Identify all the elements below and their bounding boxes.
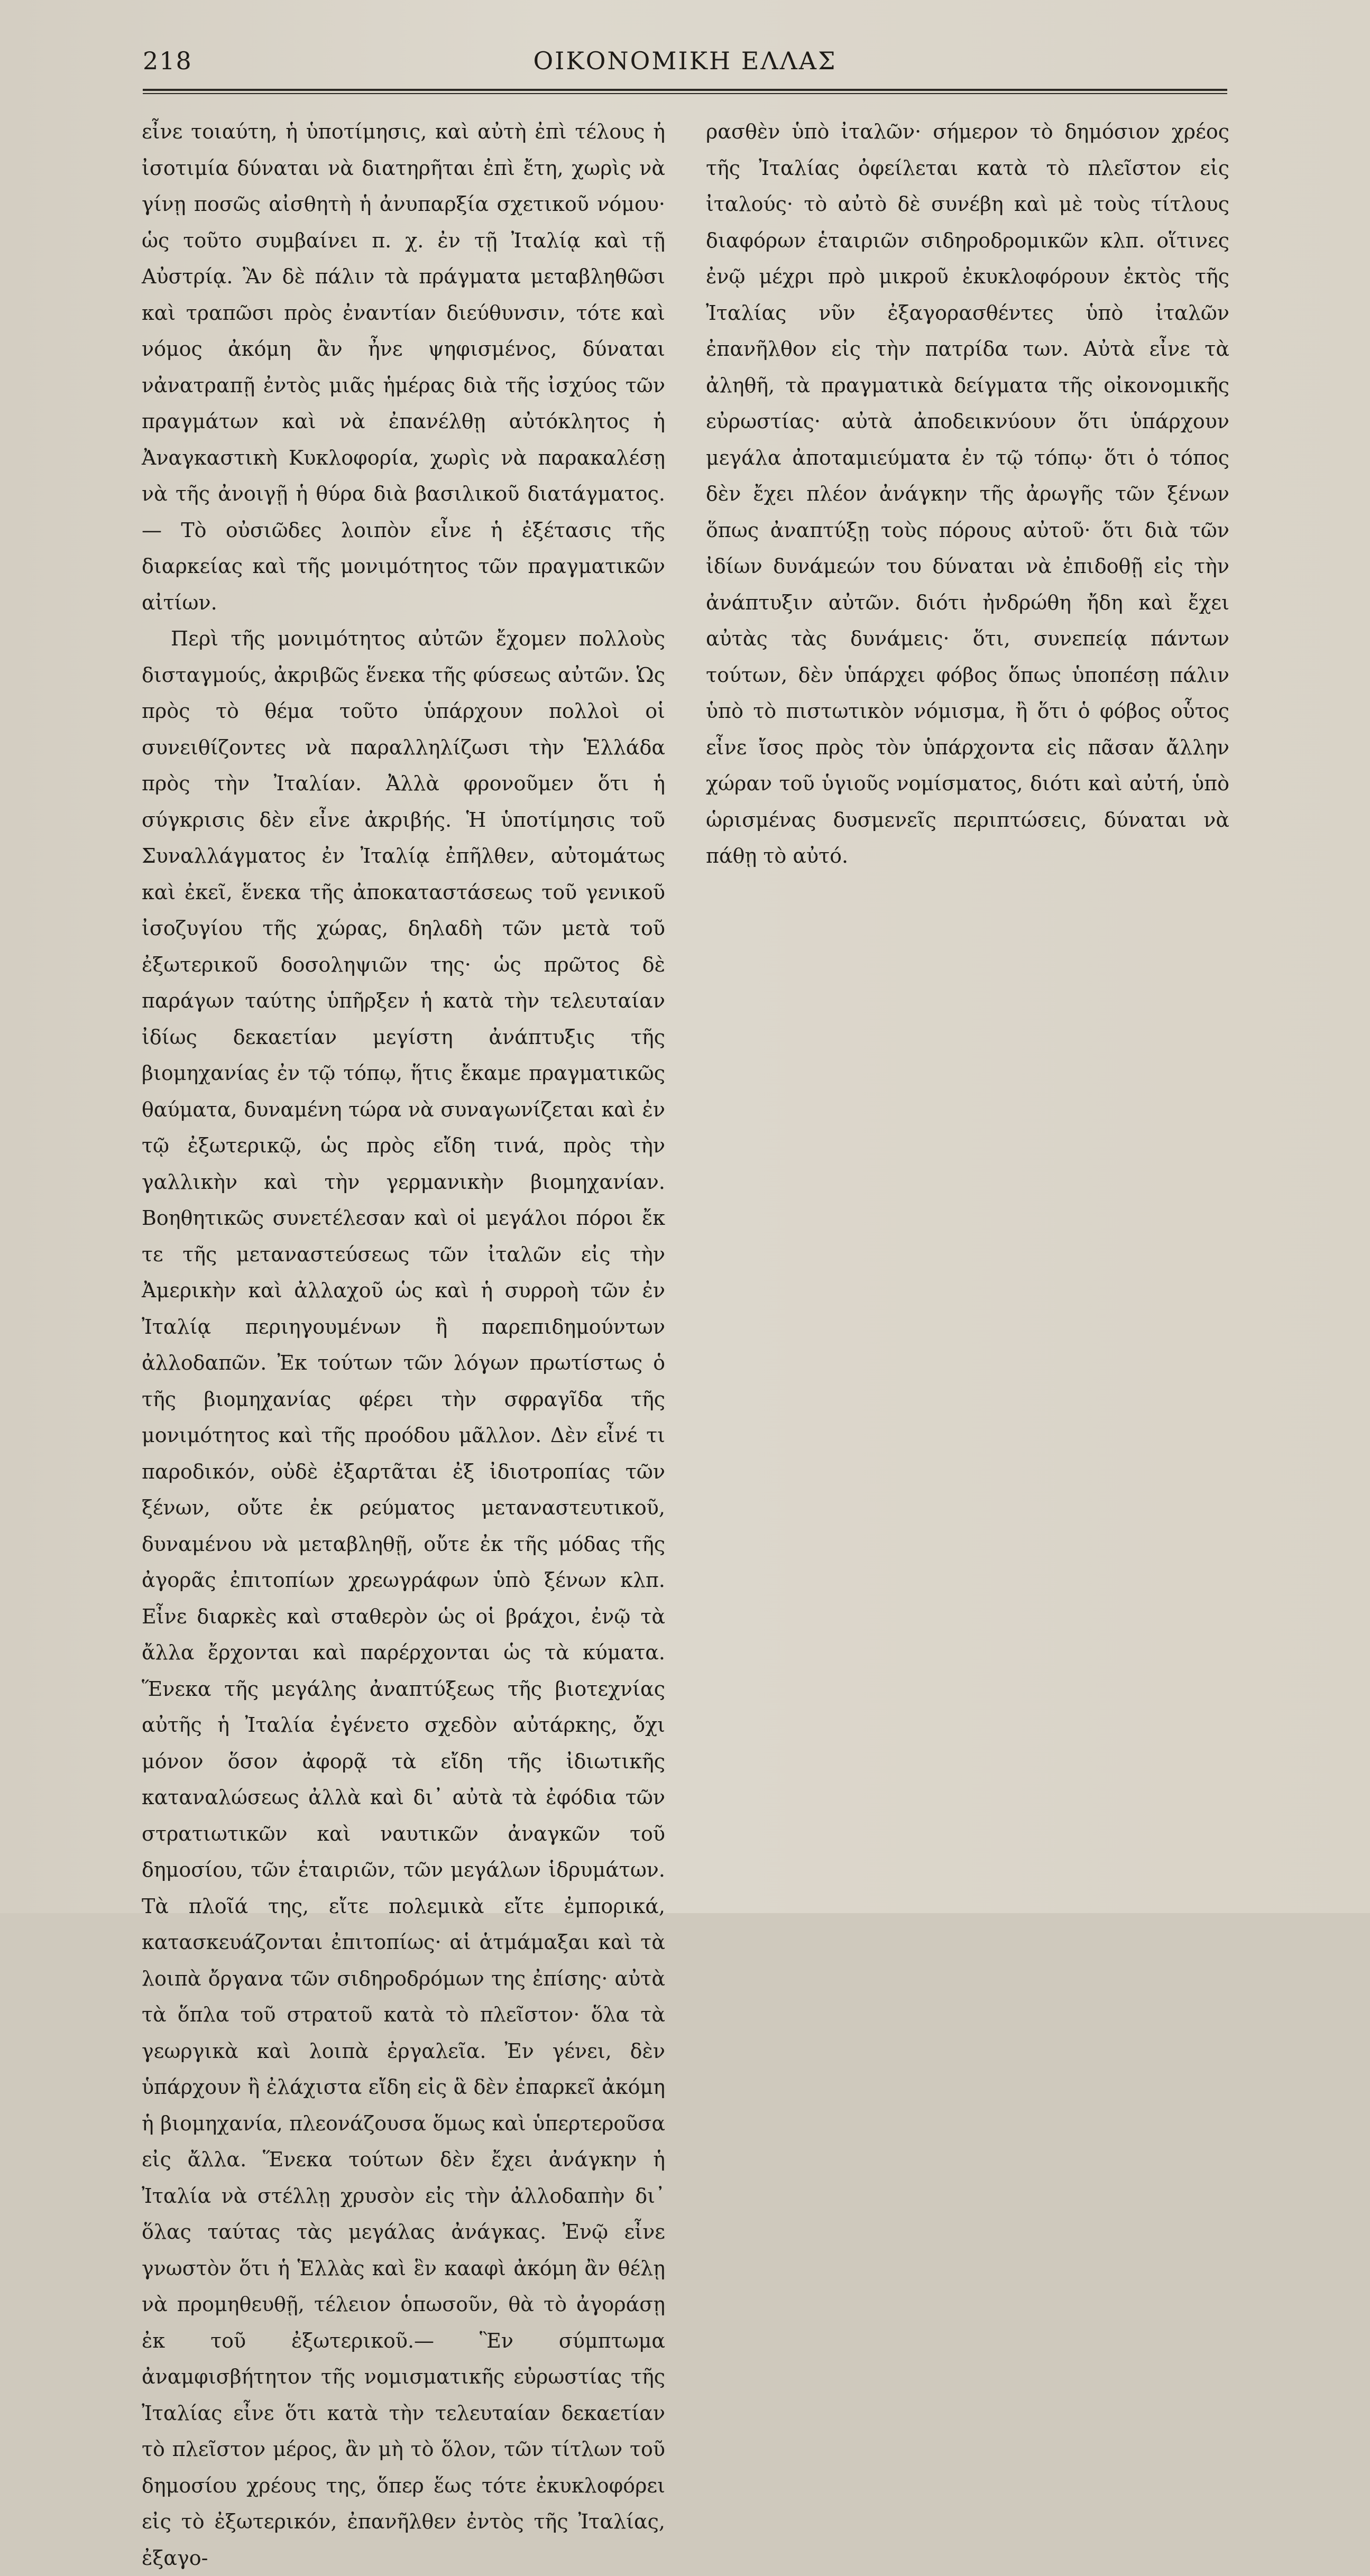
right-column — [706, 114, 1229, 874]
paragraph: ρασθὲν ὑπὸ ἰταλῶν· σήμερον τὸ δημόσιον χρέος τῆς Ἰταλίας ὀφείλεται κατὰ τὸ πλεῖστον εἰς ἰταλούς· τὸ αὐτὸ δὲ συνέβη καὶ μὲ τοὺς τίτλους διαφόρων ἑταιριῶν σιδηροδρομικῶν κλπ. οἵτινες ἐνῷ μέχρι πρὸ μικροῦ ἐκυκλοφόρουν ἐκτὸς τῆς Ἰταλίας νῦν ἐξαγορασθέντες ὑπὸ ἰταλῶν ἐπανῆλθον εἰς τὴν πατρίδα των. Αὐτὰ εἶνε τὰ ἀληθῆ, τὰ πραγματικὰ δείγματα τῆς οἰκονομικῆς εὐρωστίας· αὐτὰ ἀποδεικνύουν ὅτι ὑπάρχουν μεγάλα ἀποταμιεύματα ἐν τῷ τόπῳ· ὅτι ὁ τόπος δὲν ἔχει πλέον ἀνάγκην τῆς ἀρωγῆς τῶν ξένων ὅπως ἀναπτύξῃ τοὺς πόρους αὐτοῦ· ὅτι διὰ τῶν ἰδίων δυνάμεών του δύναται νὰ ἐπιδοθῇ εἰς τὴν ἀνάπτυξιν αὐτῶν. διότι ἠνδρώθη ἤδη καὶ ἔχει αὐτὰς τὰς δυνάμεις· ὅτι, συνεπείᾳ πάντων τούτων, δὲν ὑπάρχει φόβος ὅπως ὑποπέσῃ πάλιν ὑπὸ τὸ πιστωτικὸν νόμισμα, ἢ ὅτι ὁ φόβος οὗτος εἶνε ἴσος πρὸς τὸν ὑπάρχοντα εἰς πᾶσαν ἄλλην χώραν τοῦ ὑγιοῦς νομίσματος, διότι καὶ αὐτή, ὑπὸ ὡρισμένας δυσμενεῖς περιπτώσεις, δύναται νὰ πάθῃ τὸ αὐτό. — [706, 120, 1229, 867]
running-title: ΟΙΚΟΝΟΜΙΚΗ ΕΛΛΑΣ — [533, 47, 837, 75]
page-header — [143, 47, 1227, 89]
header-rule — [143, 89, 1227, 91]
page-number: 218 — [143, 47, 192, 75]
paragraph: εἶνε τοιαύτη, ἡ ὑποτίμησις, καὶ αὐτὴ ἐπὶ τέλους ἡ ἰσοτιμία δύναται νὰ διατηρῆται ἐπὶ ἔτη, χωρὶς νὰ γίνῃ ποσῶς αἰσθητὴ ἡ ἀνυπαρξία σχετικοῦ νόμου· ὡς τοῦτο συμβαίνει π. χ. ἐν τῇ Ἰταλίᾳ καὶ τῇ Αὐστρίᾳ. Ἂν δὲ πάλιν τὰ πράγματα μεταβληθῶσι καὶ τραπῶσι πρὸς ἐναντίαν διεύθυνσιν, τότε καὶ νόμος ἀκόμη ἂν ἦνε ψηφισμένος, δύναται νἀνατραπῇ ἐντὸς μιᾶς ἡμέρας διὰ τῆς ἰσχύος τῶν πραγμάτων καὶ νὰ ἐπανέλθῃ αὐτόκλητος ἡ Ἀναγκαστικὴ Κυκλοφορία, χωρὶς νὰ παρακαλέσῃ νὰ τῆς ἀνοιγῇ ἡ θύρα διὰ βασιλικοῦ διατάγματος.— Τὸ οὐσιῶδες λοιπὸν εἶνε ἡ ἐξέτασις τῆς διαρκείας καὶ τῆς μονιμότητος τῶν πραγματικῶν αἰτίων. — [142, 120, 665, 614]
left-column — [142, 114, 665, 2576]
paragraph: Περὶ τῆς μονιμότητος αὐτῶν ἔχομεν πολλοὺς δισταγμούς, ἀκριβῶς ἕνεκα τῆς φύσεως αὐτῶν. Ὡς πρὸς τὸ θέμα τοῦτο ὑπάρχουν πολλοὶ οἱ συνειθίζοντες νὰ παραλληλίζωσι τὴν Ἑλλάδα πρὸς τὴν Ἰταλίαν. Ἀλλὰ φρονοῦμεν ὅτι ἡ σύγκρισις δὲν εἶνε ἀκριβής. Ἡ ὑποτίμησις τοῦ Συναλλάγματος ἐν Ἰταλίᾳ ἐπῆλθεν, αὐτομάτως καὶ ἐκεῖ, ἕνεκα τῆς ἀποκαταστάσεως τοῦ γενικοῦ ἰσοζυγίου τῆς χώρας, δηλαδὴ τῶν μετὰ τοῦ ἐξωτερικοῦ δοσοληψιῶν της· ὡς πρῶτος δὲ παράγων ταύτης ὑπῆρξεν ἡ κατὰ τὴν τελευταίαν ἰδίως δεκαετίαν μεγίστη ἀνάπτυξις τῆς βιομηχανίας ἐν τῷ τόπῳ, ἥτις ἔκαμε πραγματικῶς θαύματα, δυναμένη τώρα νὰ συναγωνίζεται καὶ ἐν τῷ ἐξωτερικῷ, ὡς πρὸς εἴδη τινά, πρὸς τὴν γαλλικὴν καὶ τὴν γερμανικὴν βιομηχανίαν. Βοηθητικῶς συνετέλεσαν καὶ οἱ μεγάλοι πόροι ἔκ τε τῆς μεταναστεύσεως τῶν ἰταλῶν εἰς τὴν Ἀμερικὴν καὶ ἀλλαχοῦ ὡς καὶ ἡ συρροὴ τῶν ἐν Ἰταλίᾳ περιηγουμένων ἢ παρεπιδημούντων ἀλλοδαπῶν. Ἐκ τούτων τῶν λόγων πρωτίστως ὁ τῆς βιομηχανίας φέρει τὴν σφραγῖδα τῆς μονιμότητος καὶ τῆς προόδου μᾶλλον. Δὲν εἶνέ τι παροδικόν, οὐδὲ ἐξαρτᾶται ἐξ ἰδιοτροπίας τῶν ξένων, οὔτε ἐκ ρεύματος μεταναστευτικοῦ, δυναμένου νὰ μεταβληθῇ, οὔτε ἐκ τῆς μόδας τῆς ἀγορᾶς ἐπιτοπίων χρεωγράφων ὑπὸ ξένων κλπ. Εἶνε διαρκὲς καὶ σταθερὸν ὡς οἱ βράχοι, ἐνῷ τὰ ἄλλα ἔρχονται καὶ παρέρχονται ὡς τὰ κύματα. Ἕνεκα τῆς μεγάλης ἀναπτύξεως τῆς βιοτεχνίας αὐτῆς ἡ Ἰταλία ἐγένετο σχεδὸν αὐτάρκης, ὄχι μόνον ὅσον ἀφορᾷ τὰ εἴδη τῆς ἰδιωτικῆς καταναλώσεως ἀλλὰ καὶ δι᾿ αὐτὰ τὰ ἐφόδια τῶν στρατιωτικῶν καὶ ναυτικῶν ἀναγκῶν τοῦ δημοσίου, τῶν ἑταιριῶν, τῶν μεγάλων ἱδρυμάτων. Τὰ πλοῖά της, εἴτε πολεμικὰ εἴτε ἐμπορικά, κατασκευάζονται ἐπιτοπίως· αἱ ἁτμάμαξαι καὶ τὰ λοιπὰ ὄργανα τῶν σιδηροδρόμων της ἐπίσης· αὐτὰ τὰ ὅπλα τοῦ στρατοῦ κατὰ τὸ πλεῖστον· ὅλα τὰ γεωργικὰ καὶ λοιπὰ ἐργαλεῖα. Ἐν γένει, δὲν ὑπάρχουν ἢ ἐλάχιστα εἴδη εἰς ἃ δὲν ἐπαρκεῖ ἀκόμη ἡ βιομηχανία, πλεονάζουσα ὅμως καὶ ὑπερτεροῦσα εἰς ἄλλα. Ἕνεκα τούτων δὲν ἔχει ἀνάγκην ἡ Ἰταλία νὰ στέλλῃ χρυσὸν εἰς τὴν ἀλλοδαπὴν δι᾿ ὅλας ταύτας τὰς μεγάλας ἀνάγκας. Ἐνῷ εἶνε γνωστὸν ὅτι ἡ Ἑλλὰς καὶ ἓν κααφὶ ἀκόμη ἂν θέλῃ νὰ προμηθευθῇ, τέλειον ὁπωσοῦν, θὰ τὸ ἀγοράσῃ ἐκ τοῦ ἐξωτερικοῦ.— Ἓν σύμπτωμα ἀναμφισβήτητον τῆς νομισματικῆς εὐρωστίας τῆς Ἰταλίας εἶνε ὅτι κατὰ τὴν τελευταίαν δεκαετίαν τὸ πλεῖστον μέρος, ἂν μὴ τὸ ὅλον, τῶν τίτλων τοῦ δημοσίου χρέους της, ὅπερ ἕως τότε ἐκυκλοφόρει εἰς τὸ ἐξωτερικόν, ἐπανῆλθεν ἐντὸς τῆς Ἰταλίας, ἐξαγο- — [142, 627, 665, 2570]
header-rule-thin — [143, 93, 1227, 94]
